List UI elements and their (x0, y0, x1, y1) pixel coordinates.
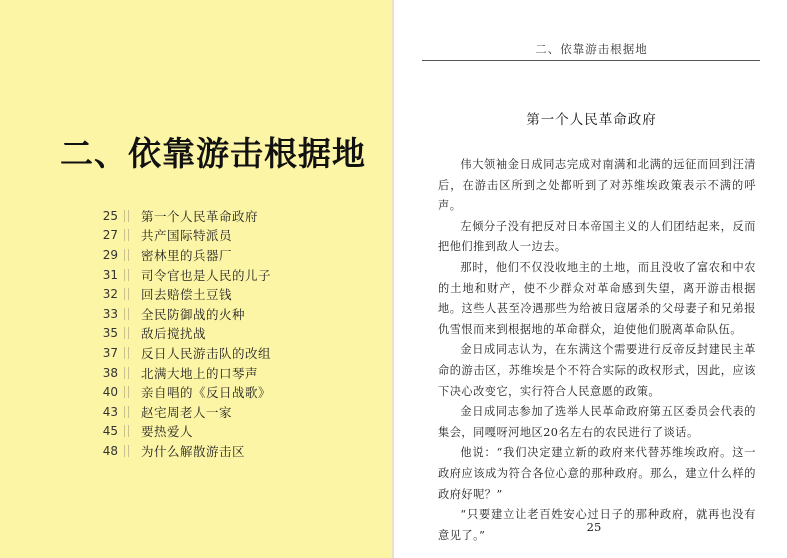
page-number: 25 (586, 520, 602, 534)
toc-entry[interactable] (96, 324, 376, 344)
toc-entry[interactable] (96, 441, 376, 461)
toc-divider (124, 445, 129, 457)
toc-divider (124, 347, 129, 359)
toc-entry[interactable] (96, 206, 376, 226)
toc-page-number: 29 (102, 247, 118, 262)
toc-entry[interactable] (96, 284, 376, 304)
toc-title: 赵宅周老人一家 (141, 404, 233, 420)
toc-page-number: 40 (102, 385, 118, 400)
toc-title: 亲自唱的《反日战歌》 (141, 385, 272, 401)
toc-entry[interactable] (96, 382, 376, 402)
body-paragraph: 金日成同志参加了选举人民革命政府第五区委员会代表的集会，同嘎呀河地区20名左右的农民进行了谈话。 (438, 405, 756, 439)
header-rule (422, 60, 760, 61)
toc-divider (124, 288, 129, 300)
toc-divider (124, 210, 129, 222)
toc-title: 北满大地上的口琴声 (141, 365, 259, 381)
toc-title: 共产国际特派员 (141, 228, 233, 244)
left-page (0, 0, 392, 558)
body-text (438, 155, 756, 546)
body-paragraph: 金日成同志认为，在东满这个需要进行反帝反封建民主革命的游击区，苏维埃是个不符合实际的政权形式，因此，应该下决心改变它，实行符合人民意愿的政策。 (438, 343, 756, 398)
toc-page-number: 45 (102, 424, 118, 439)
toc-divider (124, 308, 129, 320)
right-page (394, 0, 787, 558)
toc-entry[interactable] (96, 402, 376, 422)
chapter-title: 二、依靠游击根据地 (60, 134, 366, 173)
toc-divider (124, 327, 129, 339)
toc-divider (124, 229, 129, 241)
toc-page-number: 27 (102, 228, 118, 243)
toc-page-number: 31 (102, 267, 118, 282)
running-header: 二、依靠游击根据地 (535, 42, 648, 56)
toc-entry[interactable] (96, 245, 376, 265)
toc-page-number: 37 (102, 345, 118, 360)
toc-entry[interactable] (96, 304, 376, 324)
toc-page-number: 35 (102, 326, 118, 341)
toc-title: 全民防御战的火种 (141, 306, 246, 322)
toc-title: 司令官也是人民的儿子 (141, 267, 272, 283)
toc-entry[interactable] (96, 226, 376, 246)
toc-title: 回去赔偿土豆钱 (141, 287, 233, 303)
toc-divider (124, 386, 129, 398)
toc-page-number: 48 (102, 443, 118, 458)
toc-page-number: 33 (102, 306, 118, 321)
toc-divider (124, 269, 129, 281)
body-paragraph: 他说：“我们决定建立新的政府来代替苏维埃政府。这一政府应该成为符合各位心意的那种政府。那么，建立什么样的政府好呢？” (438, 446, 756, 501)
toc-entry[interactable] (96, 343, 376, 363)
toc-title: 第一个人民革命政府 (141, 208, 259, 224)
section-title: 第一个人民革命政府 (526, 112, 657, 128)
toc-title: 敌后搅扰战 (141, 326, 207, 342)
body-paragraph: “只要建立让老百姓安心过日子的那种政府，就再也没有意见了。” (438, 508, 756, 542)
toc-entry[interactable] (96, 265, 376, 285)
toc-entry[interactable] (96, 422, 376, 442)
toc-title: 反日人民游击队的改组 (141, 345, 272, 361)
body-paragraph: 左倾分子没有把反对日本帝国主义的人们团结起来，反而把他们推到敌人一边去。 (438, 219, 756, 254)
toc-divider (124, 249, 129, 261)
body-paragraph: 那时，他们不仅没收地主的土地，而且没收了富农和中农的土地和财产，使不少群众对革命感到失望，离开游击根据地。这些人甚至冷遇那些为给被日寇屠杀的父母妻子和兄弟报仇雪恨而来到根据地的革命群众，迫使他们脱离革命队伍。 (438, 260, 756, 336)
toc-title: 要热爱人 (141, 424, 194, 440)
toc-page-number: 32 (102, 287, 118, 302)
toc-title: 为什么解散游击区 (141, 443, 246, 459)
table-of-contents (96, 206, 376, 461)
toc-title: 密林里的兵器厂 (141, 247, 233, 263)
body-paragraph: 伟大领袖金日成同志完成对南满和北满的远征而回到汪清后，在游击区所到之处都听到了对苏维埃政策表示不满的呼声。 (438, 158, 756, 213)
toc-page-number: 38 (102, 365, 118, 380)
toc-divider (124, 425, 129, 437)
toc-divider (124, 406, 129, 418)
toc-page-number: 43 (102, 404, 118, 419)
toc-entry[interactable] (96, 363, 376, 383)
toc-divider (124, 367, 129, 379)
toc-page-number: 25 (102, 208, 118, 223)
